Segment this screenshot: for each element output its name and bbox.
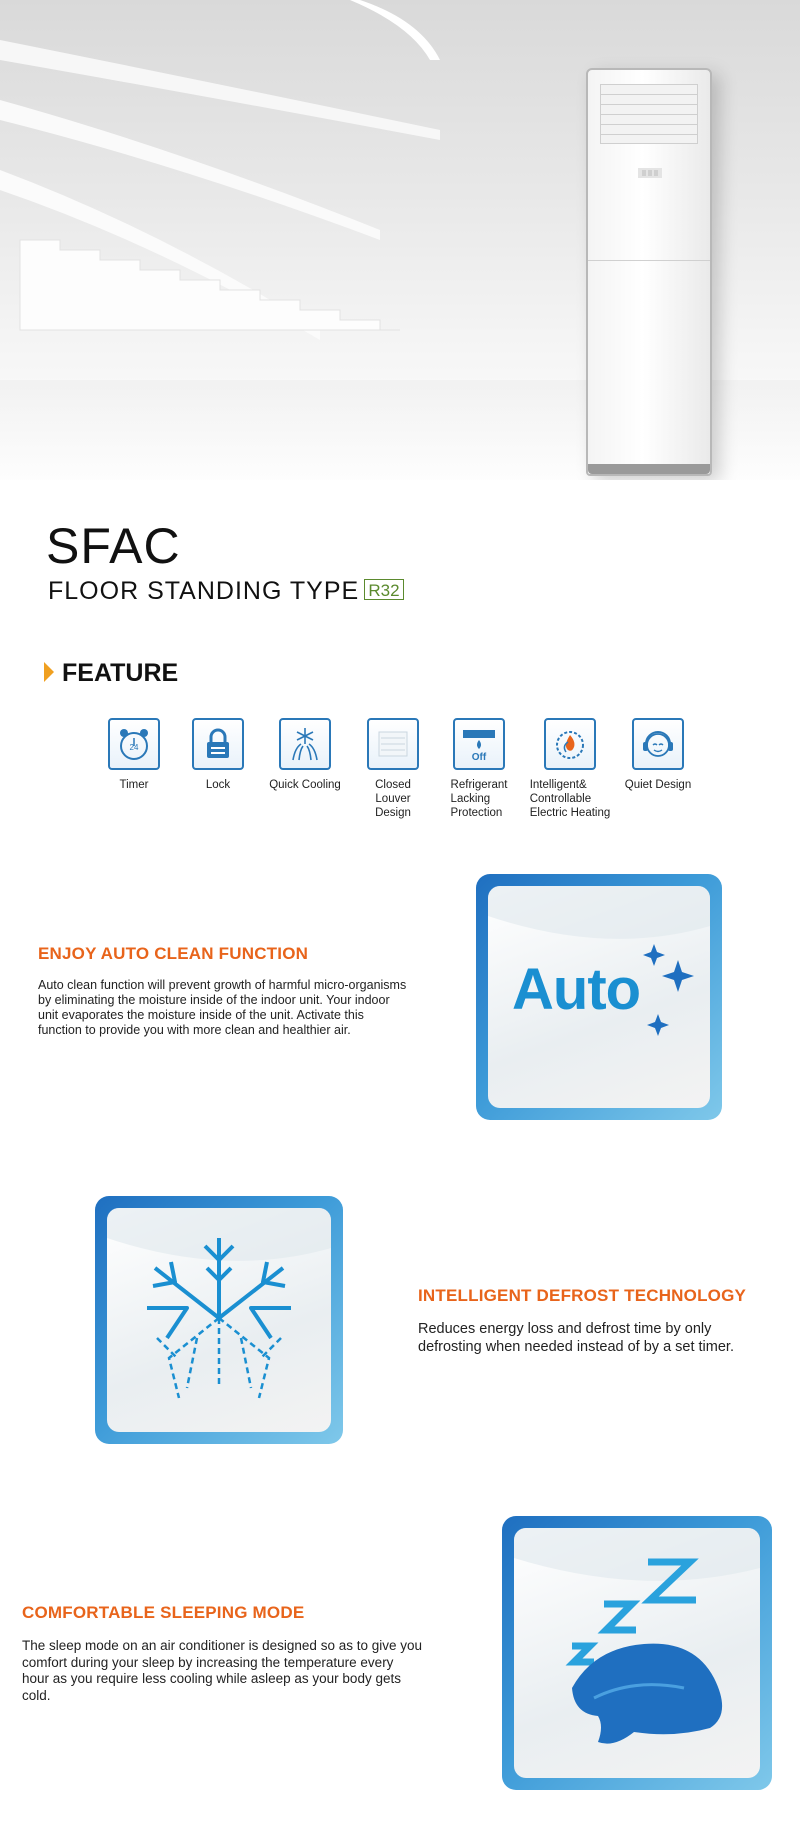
louver-icon (367, 718, 419, 770)
auto-word: Auto (512, 957, 641, 1022)
svg-text:24: 24 (129, 743, 139, 752)
feature-label-text: Intelligent& Controllable Electric Heating (529, 779, 611, 819)
defrost-description: Reduces energy loss and defrost time by only defrosting when needed instead of by a set timer. (418, 1321, 734, 1355)
svg-text:Off: Off (471, 752, 487, 763)
heating-icon (544, 718, 596, 770)
feature-label: Timer (119, 779, 149, 791)
product-type: FLOOR STANDING TYPE (48, 577, 360, 605)
refrigerant-icon (453, 718, 505, 770)
floor-standing-ac-unit-image (586, 68, 710, 474)
snowflake-defrost-icon (107, 1208, 331, 1432)
feature-label-text: Closed Louver Design (375, 779, 411, 819)
feature-label: Quick Cooling (269, 779, 341, 791)
sleep-mode-title: COMFORTABLE SLEEPING MODE (22, 1603, 305, 1622)
feature-label-text: Refrigerant Lacking Protection (450, 779, 508, 819)
feature-title: FEATURE (62, 659, 179, 687)
defrost-title: INTELLIGENT DEFROST TECHNOLOGY (418, 1286, 747, 1305)
quiet-icon (632, 718, 684, 770)
air-outlet-grille (600, 84, 698, 144)
sleep-pillow-icon (514, 1528, 760, 1778)
lock-icon (192, 718, 244, 770)
product-name: SFAC (46, 518, 181, 574)
auto-clean-description: Auto clean function will prevent growth of harmful micro-organisms by eliminating the moisture inside of the indoor unit. Your indoor unit evaporates the moisture inside of the unit. Activate this function to provide you with more clean and healthier air. (38, 978, 407, 1037)
r32-refrigerant-badge (364, 579, 404, 600)
timer-icon (108, 718, 160, 770)
defrost-card (95, 1196, 343, 1444)
quick-cooling-icon (279, 718, 331, 770)
sleep-mode-card (502, 1516, 772, 1790)
sleep-mode-description: The sleep mode on an air conditioner is designed so as to give you comfort during your sleep by increasing the temperature every hour as you require less cooling while asleep as your body gets cold. (22, 1638, 422, 1703)
display-panel (638, 168, 662, 182)
feature-item-quiet-design (603, 718, 713, 792)
feature-label: Quiet Design (624, 779, 692, 791)
auto-clean-title: ENJOY AUTO CLEAN FUNCTION (38, 944, 309, 963)
arrow-right-icon (44, 662, 54, 682)
r32-badge-text: R32 (368, 581, 400, 600)
feature-label: Lock (205, 779, 231, 791)
auto-clean-card (476, 874, 722, 1120)
hero-banner (0, 0, 800, 480)
